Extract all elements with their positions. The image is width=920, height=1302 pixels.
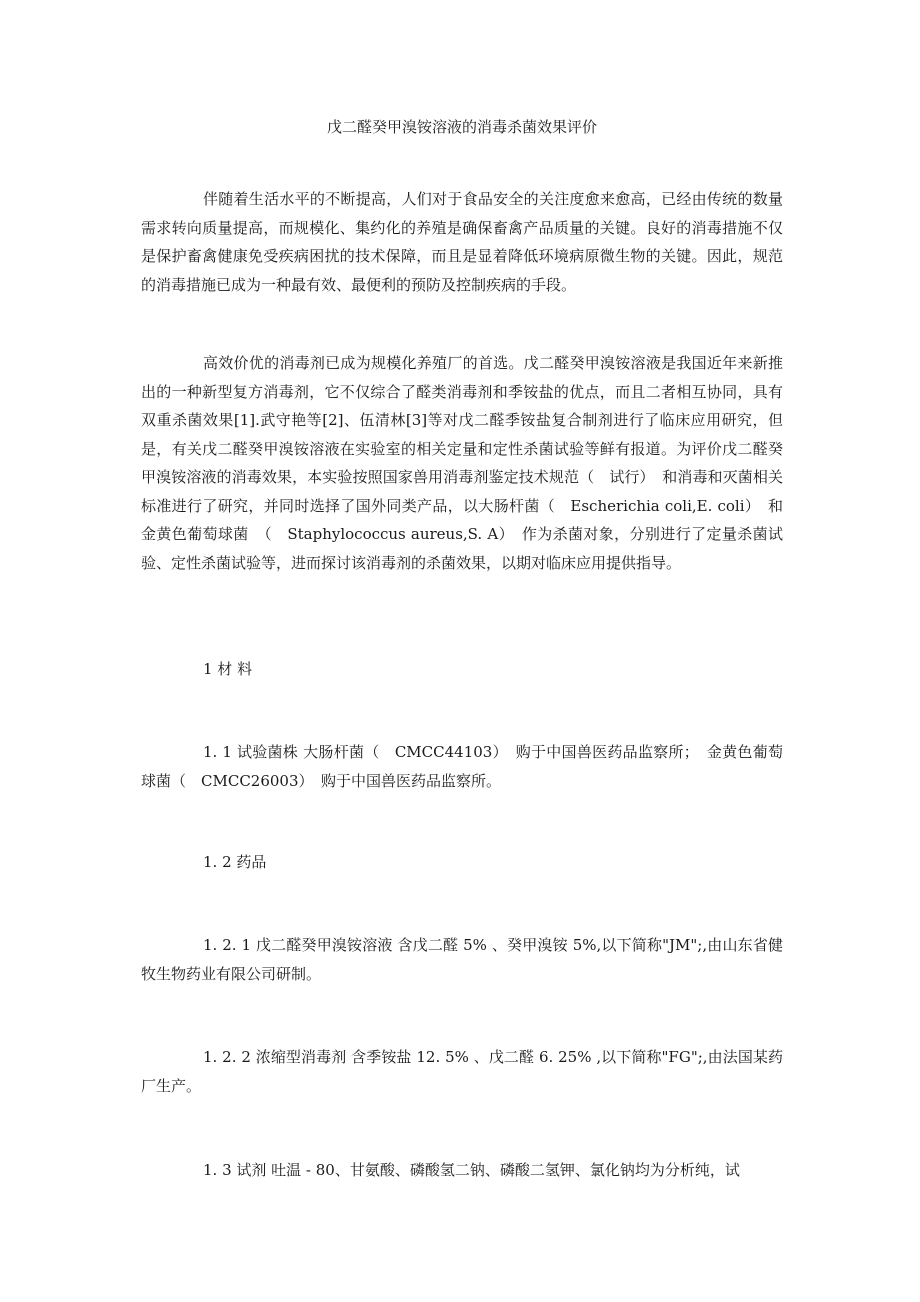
section-1-2-1-paragraph: 1. 2. 1 戊二醛癸甲溴铵溶液 含戊二醛 5% 、癸甲溴铵 5%,以下简称"JM";,由山东省健牧生物药业有限公司研制。	[141, 936, 783, 983]
section-1-2-2-paragraph: 1. 2. 2 浓缩型消毒剂 含季铵盐 12. 5% 、戊二醛 6. 25% ,以下简称"FG";,由法国某药厂生产。	[141, 1048, 783, 1095]
background-paragraph: 高效价优的消毒剂已成为规模化养殖厂的首选。戊二醛癸甲溴铵溶液是我国近年来新推出的一种新型复方消毒剂，它不仅综合了醛类消毒剂和季铵盐的优点，而且二者相互协同，具有双重杀菌效果[1].武守艳等[2]、伍清林[3]等对戊二醛季铵盐复合制剂进行了临床应用研究，但是，有关戊二醛癸甲溴铵溶液在实验室的相关定量和定性杀菌试验等鲜有报道。为评价戊二醛癸甲溴铵溶液的消毒效果，本实验按照国家兽用消毒剂鉴定技术规范（ 试行） 和消毒和灭菌相关标准进行了研究，并同时选择了国外同类产品，以大肠杆菌（ Escherichia coli,E. coli） 和金黄色葡萄球菌 （ Staphylococcus aureus,S. A） 作为杀菌对象，分别进行了定量杀菌试验、定性杀菌试验等，进而探讨该消毒剂的杀菌效果，以期对临床应用提供指导。	[141, 354, 783, 572]
section-1-1-paragraph: 1. 1 试验菌株 大肠杆菌（ CMCC44103） 购于中国兽医药品监察所； 金黄色葡萄球菌（ CMCC26003） 购于中国兽医药品监察所。	[141, 743, 783, 790]
document-title: 戊二醛癸甲溴铵溶液的消毒杀菌效果评价	[326, 118, 597, 136]
section-1-3-paragraph: 1. 3 试剂 吐温 - 80、甘氨酸、磷酸氢二钠、磷酸二氢钾、氯化钠均为分析纯，试	[203, 1161, 740, 1179]
section-1-2-heading: 1. 2 药品	[203, 853, 267, 871]
intro-paragraph: 伴随着生活水平的不断提高，人们对于食品安全的关注度愈来愈高，已经由传统的数量需求转向质量提高，而规模化、集约化的养殖是确保畜禽产品质量的关键。良好的消毒措施不仅是保护畜禽健康免受疾病困扰的技术保障，而且是显着降低环境病原微生物的关键。因此，规范的消毒措施已成为一种最有效、最便利的预防及控制疾病的手段。	[141, 190, 783, 294]
section-1-heading: 1 材 料	[203, 660, 253, 678]
